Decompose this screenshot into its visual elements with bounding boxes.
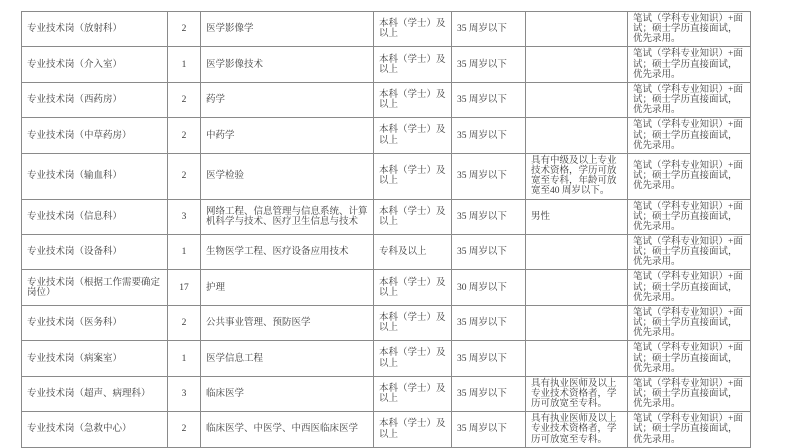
- cell-other: [526, 270, 628, 305]
- cell-education: 本科（学士）及以上: [374, 305, 452, 340]
- cell-age: 35 周岁以下: [452, 305, 526, 340]
- cell-count: 1: [168, 234, 201, 269]
- cell-education: 本科（学士）及以上: [374, 47, 452, 82]
- cell-major: 医学影像技术: [201, 47, 374, 82]
- table-row: [22, 305, 751, 340]
- cell-position: 专业技术岗（超声、病理科）: [22, 376, 168, 411]
- table-row: [22, 234, 751, 269]
- cell-age: 35 周岁以下: [452, 199, 526, 234]
- cell-count: 2: [168, 118, 201, 153]
- cell-age: 35 周岁以下: [452, 47, 526, 82]
- cell-other: 具有执业医师及以上专业技术资格者，学历可放宽至专科。: [526, 412, 628, 447]
- cell-age: 35 周岁以下: [452, 82, 526, 117]
- cell-age: 35 周岁以下: [452, 234, 526, 269]
- cell-exam: 笔试（学科专业知识）+面试；硕士学历直接面试，优先录用。: [628, 234, 751, 269]
- cell-education: 本科（学士）及以上: [374, 341, 452, 376]
- cell-other: [526, 305, 628, 340]
- cell-age: 35 周岁以下: [452, 12, 526, 47]
- cell-count: 3: [168, 199, 201, 234]
- cell-other: [526, 12, 628, 47]
- cell-position: 专业技术岗（输血科）: [22, 153, 168, 199]
- table-row: [22, 12, 751, 47]
- cell-position: 专业技术岗（放射科）: [22, 12, 168, 47]
- cell-other: 男性: [526, 199, 628, 234]
- cell-position: 专业技术岗（急救中心）: [22, 412, 168, 447]
- cell-education: 专科及以上: [374, 234, 452, 269]
- cell-exam: 笔试（学科专业知识）+面试；硕士学历直接面试，优先录用。: [628, 153, 751, 199]
- cell-count: 1: [168, 341, 201, 376]
- cell-other: [526, 341, 628, 376]
- cell-exam: 笔试（学科专业知识）+面试；硕士学历直接面试，优先录用。: [628, 199, 751, 234]
- cell-count: 2: [168, 153, 201, 199]
- cell-position: 专业技术岗（设备科）: [22, 234, 168, 269]
- cell-position: 专业技术岗（信息科）: [22, 199, 168, 234]
- cell-age: 35 周岁以下: [452, 376, 526, 411]
- cell-major: 网络工程、信息管理与信息系统、计算机科学与技术、医疗卫生信息与技术: [201, 199, 374, 234]
- table-row: [22, 341, 751, 376]
- cell-major: 中药学: [201, 118, 374, 153]
- cell-count: 2: [168, 82, 201, 117]
- cell-education: 本科（学士）及以上: [374, 118, 452, 153]
- cell-exam: 笔试（学科专业知识）+面试；硕士学历直接面试，优先录用。: [628, 305, 751, 340]
- cell-other: [526, 47, 628, 82]
- cell-position: 专业技术岗（医务科）: [22, 305, 168, 340]
- cell-exam: 笔试（学科专业知识）+面试；硕士学历直接面试，优先录用。: [628, 82, 751, 117]
- cell-other: 具有中级及以上专业技术资格，学历可放宽至专科，年龄可放宽至40 周岁以下。: [526, 153, 628, 199]
- cell-major: 医学信息工程: [201, 341, 374, 376]
- cell-position: 专业技术岗（根据工作需要确定岗位）: [22, 270, 168, 305]
- cell-major: 医学检验: [201, 153, 374, 199]
- cell-exam: 笔试（学科专业知识）+面试；硕士学历直接面试，优先录用。: [628, 270, 751, 305]
- cell-education: 本科（学士）及以上: [374, 270, 452, 305]
- cell-position: 专业技术岗（中草药房）: [22, 118, 168, 153]
- cell-education: 本科（学士）及以上: [374, 12, 452, 47]
- table-row: [22, 47, 751, 82]
- cell-other: 具有执业医师及以上专业技术资格者，学历可放宽至专科。: [526, 376, 628, 411]
- table-row: [22, 199, 751, 234]
- cell-education: 本科（学士）及以上: [374, 82, 452, 117]
- cell-position: 专业技术岗（西药房）: [22, 82, 168, 117]
- table-row: [22, 118, 751, 153]
- cell-count: 2: [168, 305, 201, 340]
- cell-count: 17: [168, 270, 201, 305]
- cell-exam: 笔试（学科专业知识）+面试；硕士学历直接面试，优先录用。: [628, 118, 751, 153]
- cell-age: 35 周岁以下: [452, 341, 526, 376]
- cell-count: 2: [168, 412, 201, 447]
- cell-age: 35 周岁以下: [452, 153, 526, 199]
- cell-age: 35 周岁以下: [452, 412, 526, 447]
- cell-major: 临床医学: [201, 376, 374, 411]
- cell-education: 本科（学士）及以上: [374, 376, 452, 411]
- cell-major: 药学: [201, 82, 374, 117]
- table-row: [22, 82, 751, 117]
- cell-position: 专业技术岗（病案室）: [22, 341, 168, 376]
- cell-education: 本科（学士）及以上: [374, 153, 452, 199]
- cell-age: 30 周岁以下: [452, 270, 526, 305]
- cell-major: 公共事业管理、预防医学: [201, 305, 374, 340]
- cell-exam: 笔试（学科专业知识）+面试；硕士学历直接面试，优先录用。: [628, 376, 751, 411]
- cell-major: 护理: [201, 270, 374, 305]
- cell-exam: 笔试（学科专业知识）+面试；硕士学历直接面试，优先录用。: [628, 341, 751, 376]
- cell-major: 生物医学工程、医疗设备应用技术: [201, 234, 374, 269]
- cell-count: 1: [168, 47, 201, 82]
- table-row: [22, 412, 751, 447]
- cell-other: [526, 118, 628, 153]
- cell-exam: 笔试（学科专业知识）+面试；硕士学历直接面试，优先录用。: [628, 47, 751, 82]
- cell-major: 临床医学、中医学、中西医临床医学: [201, 412, 374, 447]
- cell-education: 本科（学士）及以上: [374, 199, 452, 234]
- cell-count: 3: [168, 376, 201, 411]
- table-row: [22, 376, 751, 411]
- cell-other: [526, 82, 628, 117]
- cell-position: 专业技术岗（介入室）: [22, 47, 168, 82]
- cell-other: [526, 234, 628, 269]
- cell-age: 35 周岁以下: [452, 118, 526, 153]
- cell-exam: 笔试（学科专业知识）+面试；硕士学历直接面试，优先录用。: [628, 12, 751, 47]
- table-row: [22, 153, 751, 199]
- cell-education: 本科（学士）及以上: [374, 412, 452, 447]
- table-row: [22, 270, 751, 305]
- table-body: [22, 12, 751, 448]
- cell-major: 医学影像学: [201, 12, 374, 47]
- cell-exam: 笔试（学科专业知识）+面试；硕士学历直接面试，优先录用。: [628, 412, 751, 447]
- cell-count: 2: [168, 12, 201, 47]
- recruitment-table: [21, 11, 751, 448]
